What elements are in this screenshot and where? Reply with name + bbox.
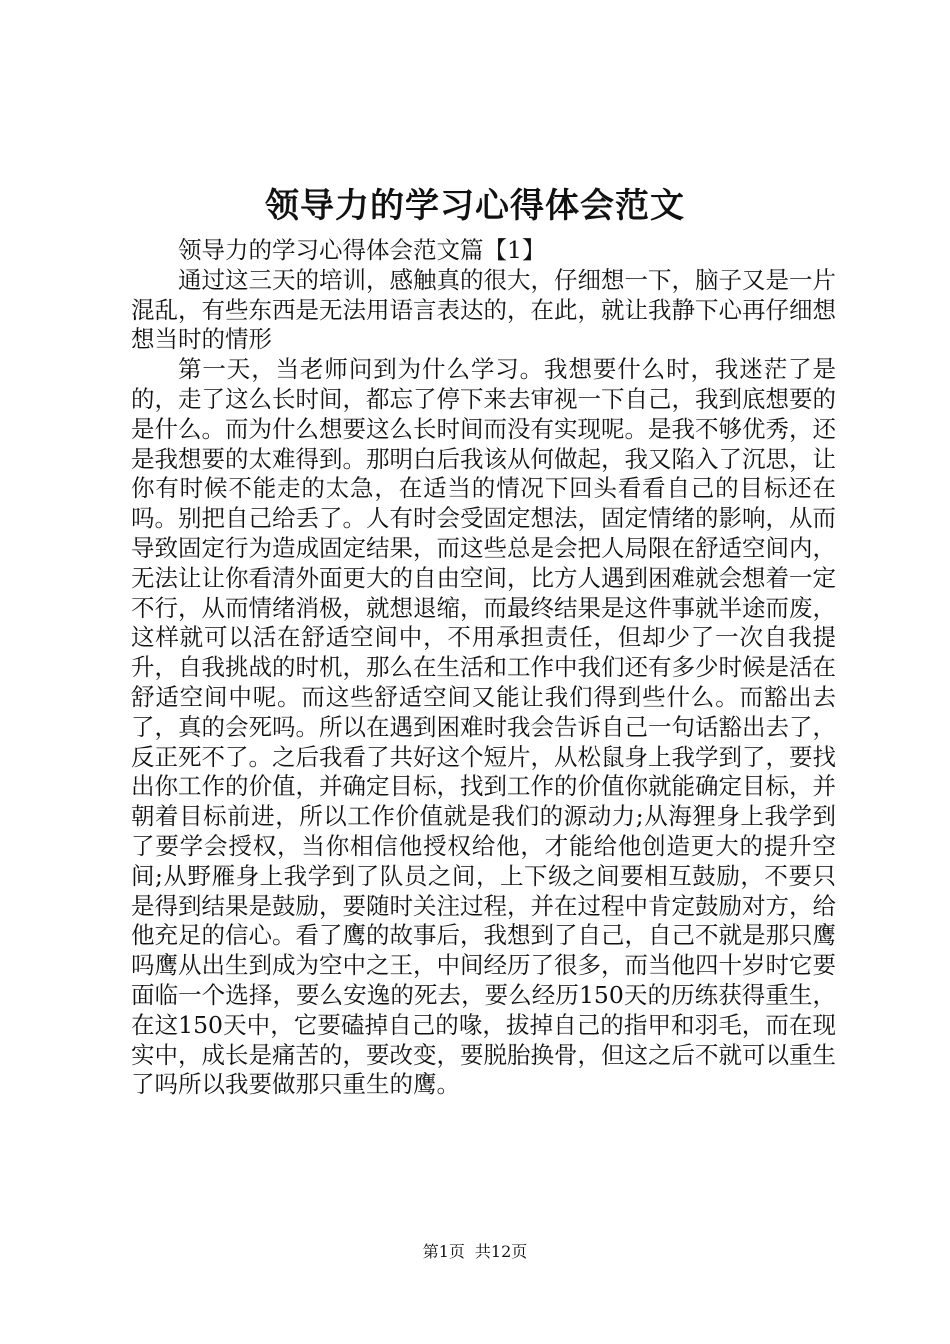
paragraph: 第一天，当老师问到为什么学习。我想要什么时，我迷茫了是的，走了这么长时间，都忘了停下来去审视一下自己，我到底想要的是什么。而为什么想要这么长时间而没有实现呢。是我不够优秀，还是我想要的太难得到。那明白后我该从何做起，我又陷入了沉思，让你有时候不能走的太急，在适当的情况下回头看看自己的目标还在吗。别把自己给丢了。人有时会受固定想法，固定情绪的影响，从而导致固定行为造成固定结果，而这些总是会把人局限在舒适空间内，无法让让你看清外面更大的自由空间，比方人遇到困难就会想着一定不行，从而情绪消极，就想退缩，而最终结果是这件事就半途而废，这样就可以活在舒适空间中，不用承担责任，但却少了一次自我提升，自我挑战的时机，那么在生活和工作中我们还有多少时候是活在舒适空间中呢。而这些舒适空间又能让我们得到些什么。而豁出去了，真的会死吗。所以在遇到困难时我会告诉自己一句话豁出去了，反正死不了。之后我看了共好这个短片，从松鼠身上我学到了，要找出你工作的价值，并确定目标，找到工作的价值你就能确定目标，并朝着目标前进，所以工作价值就是我们的源动力;从海狸身上我学到了要学会授权，当你相信他授权给他，才能给他创造更大的提升空间;从野雁身上我学到了队员之间，上下级之间要相互鼓励，不要只是得到结果是鼓励，要随时关注过程，并在过程中肯定鼓励对方，给他充足的信心。看了鹰的故事后，我想到了自己，自己不就是那只鹰吗鹰从出生到成为空中之王，中间经历了很多，而当他四十岁时它要面临一个选择，要么安逸的死去，要么经历150天的历练获得重生，在这150天中，它要磕掉自己的喙，拔掉自己的指甲和羽毛，而在现实中，成长是痛苦的，要改变，要脱胎换骨，但这之后不就可以重生了吗所以我要做那只重生的鹰。 xyxy=(131,355,836,1099)
page-total: 共12页 xyxy=(474,1242,528,1261)
page-number: 第1页 xyxy=(422,1242,465,1261)
section-heading: 领导力的学习心得体会范文篇【1】 xyxy=(178,236,546,264)
document-title: 领导力的学习心得体会范文 xyxy=(265,186,685,226)
paragraph: 通过这三天的培训，感触真的很大，仔细想一下，脑子又是一片混乱，有些东西是无法用语言表达的，在此，就让我静下心再仔细想想当时的情形 xyxy=(131,265,836,354)
document-body xyxy=(131,236,836,1100)
page-footer xyxy=(0,1240,950,1264)
